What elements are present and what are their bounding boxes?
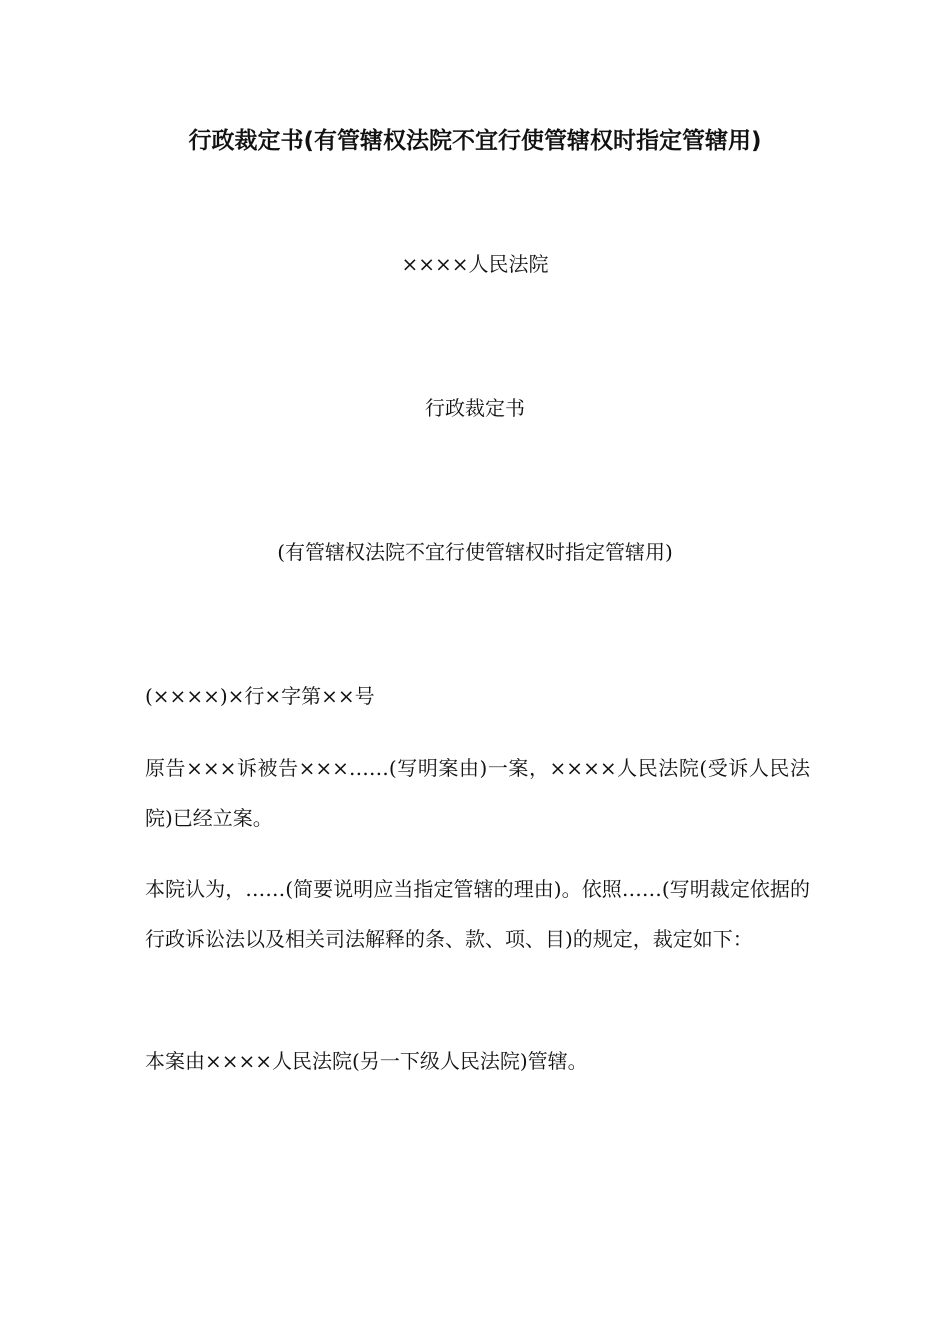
court-name: ××××人民法院 xyxy=(401,252,549,276)
body-paragraph-case-filing: 原告×××诉被告×××……(写明案由)一案，××××人民法院(受诉人民法院)已经立案。 xyxy=(145,756,810,830)
document-subtitle: (有管辖权法院不宜行使管辖权时指定管辖用) xyxy=(277,540,673,564)
document-title: 行政裁定书(有管辖权法院不宜行使管辖权时指定管辖用) xyxy=(188,128,762,154)
case-number: (××××)×行×字第××号 xyxy=(145,684,375,708)
body-paragraph-ruling: 本案由××××人民法院(另一下级人民法院)管辖。 xyxy=(145,1049,588,1073)
body-paragraph-court-opinion: 本院认为，……(简要说明应当指定管辖的理由)。依照……(写明裁定依据的行政诉讼法以及相关司法解释的条、款、项、目)的规定，裁定如下： xyxy=(145,877,810,951)
document-type: 行政裁定书 xyxy=(425,396,525,420)
